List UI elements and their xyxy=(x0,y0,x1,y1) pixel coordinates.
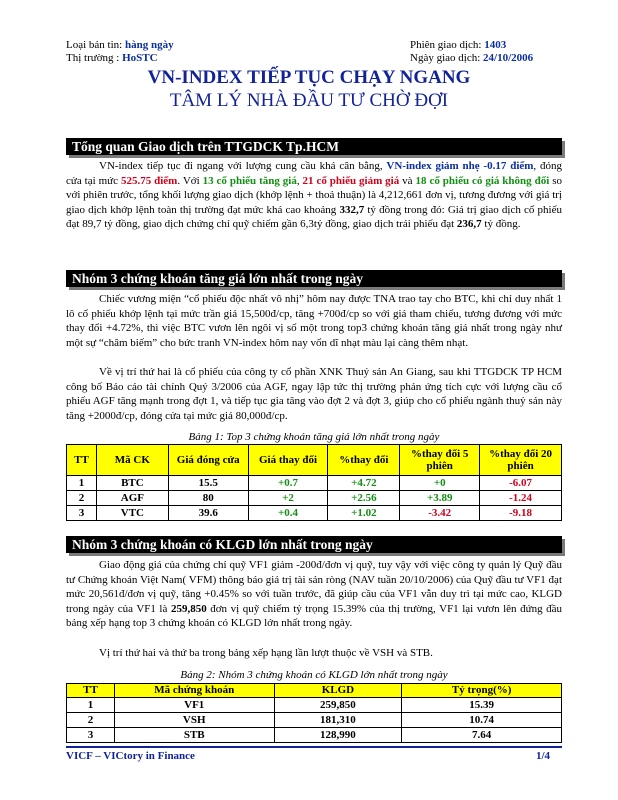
table-cell: 2 xyxy=(67,713,115,728)
decliners: 21 cổ phiếu giảm giá xyxy=(302,174,400,187)
session xyxy=(410,39,506,52)
volume-paragraph-2: Vị trí thứ hai và thứ ba trong bảng xếp hạng lần lượt thuộc về VSH và STB. xyxy=(99,647,433,659)
vf1-volume: 259,850 xyxy=(170,602,207,615)
table-cell: VSH xyxy=(114,713,274,728)
bulletin-type-value: hàng ngày xyxy=(124,39,174,51)
session-value: 1403 xyxy=(484,39,507,51)
text-run: . Với xyxy=(177,174,203,187)
table-cell: 3 xyxy=(67,728,115,743)
col-header: Mã CK xyxy=(96,445,168,476)
section-heading-overview: Tổng quan Giao dịch trên TTGDCK Tp.HCM xyxy=(66,138,562,155)
table-cell: 259,850 xyxy=(274,698,402,713)
table-cell: +1.02 xyxy=(328,506,400,521)
close-value: 525.75 điểm xyxy=(120,174,178,187)
col-header: %thay đổi 5 phiên xyxy=(400,445,480,476)
table2-caption: Bảng 2: Nhóm 3 chứng khoán có KLGD lớn nhất trong ngày xyxy=(180,669,448,681)
table-cell: +3.89 xyxy=(400,491,480,506)
footer-divider xyxy=(66,746,562,748)
col-header: %thay đổi 20 phiên xyxy=(480,445,562,476)
table-cell: 181,310 xyxy=(274,713,402,728)
table-cell: -3.42 xyxy=(400,506,480,521)
gainers-paragraph-1: Chiếc vương miện “cổ phiếu độc nhất vô nhị” hôm nay được TNA trao tay cho BTC, khi chỉ duy nhất 1 lô cổ phiếu khớp lệnh tại mức trần giá 15,500đ/cp, tăng +700đ/cp so với giá tham chiếu, tương đương với mức thay đổi +4.72%, thì việc BTC vươn lên ngôi vị số một trong top3 chứng khoán tăng giá nhất trong ngày như một sự “châm biếm” cho bức tranh VN-index hôm nay vốn dĩ nhạt màu lại càng thêm nhạt. xyxy=(66,293,562,349)
unchanged: 18 cổ phiếu có giá không đổi xyxy=(415,174,550,187)
gainers-paragraph-2: Về vị trí thứ hai là cổ phiếu của công ty cổ phần XNK Thuỷ sản An Giang, sau khi TTGDCK TP HCM công bố Báo cáo tài chính Quý 3/2006 của AGF, ngay lập tức thị trường phản ứng tích cực với lượng cầu cổ phiếu AGF tăng mạnh trong đợt 1, và tiếp tục gia tăng vào đợt 2 và đợt 3, giúp cho cổ phiếu ngành thuỷ sản này tăng +2000đ/cp, đóng cửa tại mức giá 80,000đ/cp. xyxy=(66,366,562,422)
page-number: 1/4 xyxy=(536,750,551,762)
table-row xyxy=(67,506,562,521)
table-cell: +0 xyxy=(400,476,480,491)
overview-paragraph xyxy=(66,159,562,232)
table-cell: -6.07 xyxy=(480,476,562,491)
table-cell: -1.24 xyxy=(480,491,562,506)
text-run: , xyxy=(296,174,303,187)
table-cell: +2.56 xyxy=(328,491,400,506)
table-cell: 15.5 xyxy=(168,476,248,491)
table-cell: 80 xyxy=(168,491,248,506)
bulletin-type-label: Loại bản tin: xyxy=(66,39,123,51)
session-label: Phiên giao dịch: xyxy=(410,39,482,51)
text-run: đơn vị quỹ chiếm tỷ trọng 15.39% của thị trường, VF1 lại vươn lên đứng đầu bảng xếp hạng top 3 chứng khoán có KLGD lớn nhất trong ngày. xyxy=(66,602,563,630)
total-value: 332,7 xyxy=(339,203,365,216)
page-title: VN-INDEX TIẾP TỤC CHẠY NGANG xyxy=(147,67,471,88)
table-header-row xyxy=(67,684,562,698)
text-run: VN-index tiếp tục đi ngang với lượng cung cầu khá cân bằng, xyxy=(99,160,387,172)
market-value: HoSTC xyxy=(122,52,158,64)
market-label: Thị trường : xyxy=(66,52,120,64)
bond-value: 236,7 xyxy=(456,218,482,231)
trade-date-label: Ngày giao dịch: xyxy=(410,52,481,64)
top-gainers-table xyxy=(66,444,562,521)
col-header: Tỷ trọng(%) xyxy=(402,684,562,698)
volume-paragraph-1 xyxy=(66,558,562,631)
advancers: 13 cổ phiếu tăng giá xyxy=(202,174,297,187)
col-header: Giá thay đổi xyxy=(248,445,328,476)
market xyxy=(66,52,158,65)
table-cell: AGF xyxy=(96,491,168,506)
table-cell: 1 xyxy=(67,476,97,491)
table-row xyxy=(67,728,562,743)
table-row xyxy=(67,713,562,728)
footer-brand: VICF – VICtory in Finance xyxy=(66,750,195,762)
table-cell: -9.18 xyxy=(480,506,562,521)
table-cell: 10.74 xyxy=(402,713,562,728)
col-header: Giá đóng cửa xyxy=(168,445,248,476)
col-header: TT xyxy=(67,445,97,476)
table-cell: 7.64 xyxy=(402,728,562,743)
col-header: %thay đổi xyxy=(328,445,400,476)
text-run: và xyxy=(399,174,416,187)
table-cell: 39.6 xyxy=(168,506,248,521)
table-cell: +0.4 xyxy=(248,506,328,521)
section-heading-top-volume: Nhóm 3 chứng khoán có KLGD lớn nhất trong ngày xyxy=(66,536,562,553)
text-run: so với phiên trước, tổng khối lượng giao dịch (khớp lệnh + thoả thuận) là 4,212,661 đơn vị, tương đương với giá trị giao dịch khớp lệnh toàn thị trường đạt mức khá cao khoảng xyxy=(66,174,562,216)
table-cell: BTC xyxy=(96,476,168,491)
col-header: TT xyxy=(67,684,115,698)
section-heading-top-gainers: Nhóm 3 chứng khoán tăng giá lớn nhất trong ngày xyxy=(66,270,562,287)
table-cell: +0.7 xyxy=(248,476,328,491)
text-run: Giao động giá của chứng chỉ quỹ VF1 giảm -200đ/đơn vị quỹ, tuy vậy với việc công ty quản lý Quỹ đầu tư Chứng khoán Việt Nam( VFM) thông báo giá trị tài sản ròng (NAV tuần 20/10/2006) của Quỹ đầu tư VF1 đạt mức 20,561đ/đơn vị quỹ, tăng +0.45% so với tuần trước, đã giúp cầu của VF1 vẫn duy trì tại mức cao, KLGD trong ngày của VF1 là xyxy=(66,559,562,615)
table-cell: 1 xyxy=(67,698,115,713)
table-row xyxy=(67,698,562,713)
table-cell: +2 xyxy=(248,491,328,506)
index-change: VN-index giảm nhẹ -0.17 điểm xyxy=(386,160,534,172)
col-header: KLGD xyxy=(274,684,402,698)
table1-caption: Bảng 1: Top 3 chứng khoán tăng giá lớn nhất trong ngày xyxy=(188,431,440,443)
table-cell: VF1 xyxy=(114,698,274,713)
text-run: tỷ đồng. xyxy=(481,218,521,231)
text-run: tỷ đồng trong đó: Giá trị giao dịch cổ phiếu đạt 89,7 tỷ đồng, giao dịch chứng chỉ quỹ chiếm gần 6,3tỷ đồng, giao dịch trái phiếu đạt xyxy=(66,203,562,231)
col-header: Mã chứng khoán xyxy=(114,684,274,698)
text-run: , đóng cửa tại mức xyxy=(66,160,562,187)
table-row xyxy=(67,491,562,506)
table-header-row xyxy=(67,445,562,476)
table-cell: 2 xyxy=(67,491,97,506)
table-cell: VTC xyxy=(96,506,168,521)
bulletin-type xyxy=(66,39,174,52)
page-subtitle: TÂM LÝ NHÀ ĐẦU TƯ CHỜ ĐỢI xyxy=(169,90,449,111)
table-cell: 15.39 xyxy=(402,698,562,713)
trade-date xyxy=(410,52,533,65)
top-volume-table xyxy=(66,683,562,743)
table-cell: 128,990 xyxy=(274,728,402,743)
trade-date-value: 24/10/2006 xyxy=(483,52,534,64)
table-row xyxy=(67,476,562,491)
table-cell: 3 xyxy=(67,506,97,521)
table-cell: STB xyxy=(114,728,274,743)
table-cell: +4.72 xyxy=(328,476,400,491)
